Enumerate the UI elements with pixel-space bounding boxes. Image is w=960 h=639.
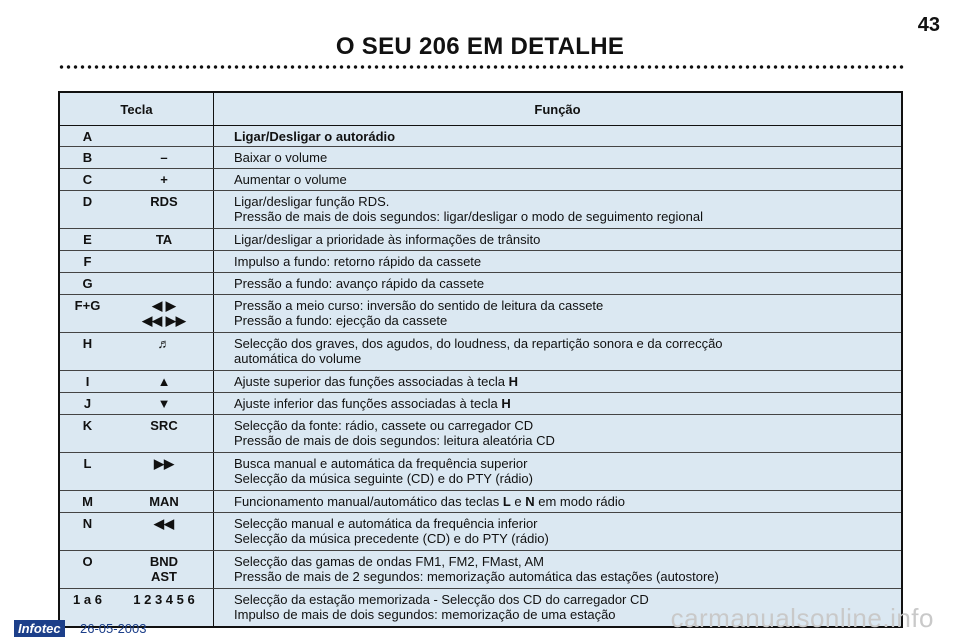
function-line [234,209,895,224]
function-cell [213,551,901,588]
function-line [234,433,895,448]
function-text: Ligar/desligar a prioridade às informações de trânsito [234,232,541,247]
symbol-cell [115,415,213,452]
key-cell: F+G [74,298,101,313]
symbol-cell [115,453,213,490]
header-function: Função [534,101,581,117]
function-text: Pressão de mais de 2 segundos: memorização automática das estações (autostore) [234,569,719,584]
table-row [60,272,901,294]
table-row [60,250,901,272]
watermark: carmanualsonline.info [670,603,934,633]
table-row [60,490,901,512]
function-cell [213,126,901,146]
key-cell: C [82,172,93,187]
function-line [234,569,895,584]
key-cell: B [82,150,93,165]
function-text: automática do volume [234,351,362,366]
symbol-label: SRC [150,418,178,433]
table-row [60,228,901,250]
key-cell: E [83,232,92,247]
function-text: Impulso a fundo: retorno rápido da cassete [234,254,482,269]
key-cell: H [82,336,93,351]
symbol-label: ▼ [157,396,171,411]
function-text: Selecção da música precedente (CD) e do PTY (rádio) [234,531,549,546]
symbol-label: ◀ ▶ [152,298,176,313]
function-cell [213,415,901,452]
function-line [234,232,895,247]
function-line [234,531,895,546]
function-cell [213,513,901,550]
table-row [60,452,901,490]
table-row [60,168,901,190]
page-number: 43 [917,14,940,36]
symbol-label: – [160,150,168,165]
function-line [234,313,895,328]
function-cell [213,169,901,190]
function-cell [213,491,901,512]
function-text: Pressão a fundo: avanço rápido da cassete [234,276,485,291]
function-cell [213,371,901,392]
table-row [60,414,901,452]
function-text: Funcionamento manual/automático das teclas L e N em modo rádio [234,494,625,509]
function-cell [213,333,901,370]
symbol-cell [115,229,213,250]
function-line [234,456,895,471]
table-row [60,332,901,370]
footer-date: 26-05-2003 [80,621,147,636]
key-cell: L [83,456,92,471]
function-line [234,471,895,486]
symbol-label: 1 2 3 4 5 6 [133,592,195,607]
function-line [234,554,895,569]
function-table [58,91,903,628]
function-text: Ligar/Desligar o autorádio [234,129,396,144]
key-cell: K [82,418,93,433]
function-text: Ajuste inferior das funções associadas à tecla [234,396,502,411]
table-row [60,512,901,550]
function-cell [213,191,901,228]
symbol-cell [115,371,213,392]
function-text: Ajuste superior das funções associadas à tecla [234,374,509,389]
function-text: Ligar/desligar função RDS. [234,194,390,209]
function-cell [213,393,901,414]
function-line [234,351,895,366]
function-cell [213,453,901,490]
key-cell: O [82,554,93,569]
symbol-cell [115,333,213,370]
function-line [234,172,895,187]
symbol-label: BND [149,554,179,569]
function-cell [213,251,901,272]
function-cell [213,147,901,168]
symbol-label: ♬ [157,336,171,351]
key-cell: J [83,396,92,411]
function-text: Selecção dos graves, dos agudos, do loudness, da repartição sonora e da correcção [234,336,723,351]
page-title: O SEU 206 EM DETALHE [335,33,625,60]
symbol-cell [115,551,213,588]
function-line [234,254,895,269]
key-cell: A [82,129,93,144]
key-reference: H [508,374,518,389]
table-header [60,93,901,126]
table-row [60,126,901,146]
table-row [60,294,901,332]
key-cell: M [82,494,93,509]
function-text: Pressão a meio curso: inversão do sentido de leitura da cassete [234,298,604,313]
key-cell: 1 a 6 [73,592,102,607]
function-line [234,129,895,144]
symbol-cell [115,169,213,190]
symbol-label: ▲ [157,374,171,389]
function-line [234,336,895,351]
header-key: Tecla [60,93,214,125]
key-cell: N [82,516,93,531]
symbol-label: ▶▶ [154,456,174,471]
symbol-cell [115,491,213,512]
symbol-label: ◀◀ [154,516,174,531]
dotted-divider [58,64,906,70]
symbol-label: MAN [149,494,179,509]
function-line [234,418,895,433]
function-line [234,298,895,313]
symbol-label: TA [155,232,173,247]
key-cell: F [83,254,92,269]
table-row [60,146,901,168]
function-text: Selecção da música seguinte (CD) e do PTY (rádio) [234,471,533,486]
function-text: Aumentar o volume [234,172,347,187]
infotec-logo: Infotec [14,620,65,637]
symbol-cell [115,295,213,332]
symbol-label: + [160,172,168,187]
function-line [234,276,895,291]
function-text: Pressão de mais de dois segundos: leitura aleatória CD [234,433,555,448]
symbol-cell [115,273,213,294]
function-line [234,494,895,509]
function-line [234,374,895,389]
function-text: Selecção das gamas de ondas FM1, FM2, FMast, AM [234,554,544,569]
symbol-cell [115,251,213,272]
function-text: Pressão de mais de dois segundos: ligar/desligar o modo de seguimento regional [234,209,704,224]
symbol-label-2: AST [151,569,177,584]
symbol-cell [115,393,213,414]
function-text: Pressão a fundo: ejecção da cassete [234,313,448,328]
function-text: Selecção da estação memorizada - Selecção dos CD do carregador CD [234,592,649,607]
function-text: Busca manual e automática da frequência superior [234,456,528,471]
function-text: Baixar o volume [234,150,328,165]
function-cell [213,295,901,332]
table-row [60,392,901,414]
function-line [234,150,895,165]
key-cell: D [82,194,93,209]
function-cell [213,273,901,294]
function-line [234,194,895,209]
symbol-cell [115,191,213,228]
table-row [60,190,901,228]
key-cell: G [82,276,93,291]
key-cell: I [85,374,90,389]
symbol-label: RDS [150,194,178,209]
symbol-cell [115,513,213,550]
function-text: Selecção da fonte: rádio, cassete ou carregador CD [234,418,534,433]
function-cell [213,229,901,250]
symbol-cell [115,147,213,168]
symbol-cell [115,126,213,146]
function-text: Impulso de mais de dois segundos: memorização de uma estação [234,607,616,622]
table-row [60,370,901,392]
symbol-label-2: ◀◀ ▶▶ [142,313,186,328]
function-line [234,396,895,411]
table-row [60,550,901,588]
function-text: Selecção manual e automática da frequência inferior [234,516,538,531]
key-reference: H [501,396,511,411]
function-line [234,516,895,531]
